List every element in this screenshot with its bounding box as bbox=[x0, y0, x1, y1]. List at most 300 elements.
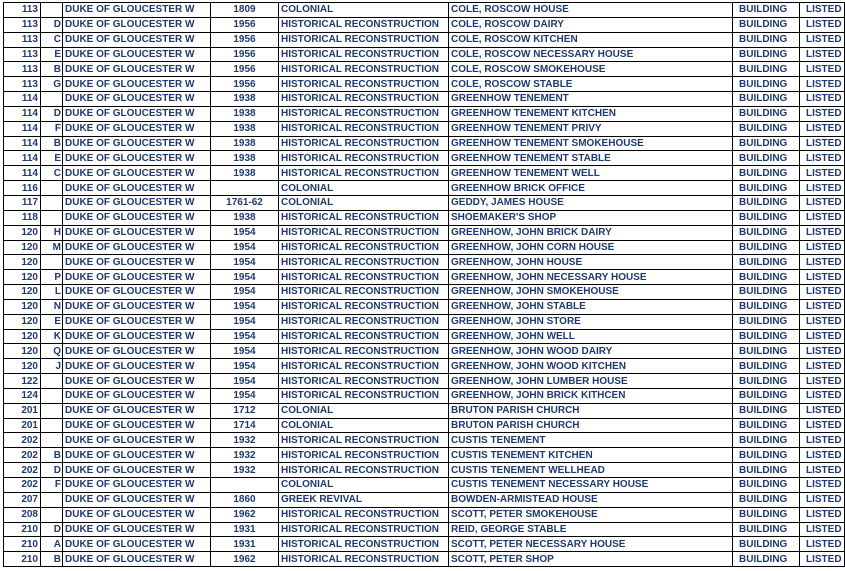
street-name-cell: DUKE OF GLOUCESTER W bbox=[63, 403, 211, 418]
street-number-cell: 120 bbox=[4, 329, 41, 344]
architectural-style-cell: COLONIAL bbox=[279, 403, 449, 418]
architectural-style-cell: HISTORICAL RECONSTRUCTION bbox=[279, 359, 449, 374]
resource-name-cell: BRUTON PARISH CHURCH bbox=[449, 418, 733, 433]
unit-suffix-cell: F bbox=[41, 478, 63, 493]
listing-status-cell: LISTED bbox=[800, 166, 845, 181]
year-built-cell: 1954 bbox=[211, 240, 279, 255]
street-number-cell: 120 bbox=[4, 285, 41, 300]
street-number-cell: 202 bbox=[4, 478, 41, 493]
street-name-cell: DUKE OF GLOUCESTER W bbox=[63, 507, 211, 522]
street-name-cell: DUKE OF GLOUCESTER W bbox=[63, 166, 211, 181]
street-name-cell: DUKE OF GLOUCESTER W bbox=[63, 3, 211, 18]
architectural-style-cell: HISTORICAL RECONSTRUCTION bbox=[279, 121, 449, 136]
listing-status-cell: LISTED bbox=[800, 314, 845, 329]
resource-type-cell: BUILDING bbox=[733, 136, 800, 151]
year-built-cell: 1954 bbox=[211, 374, 279, 389]
architectural-style-cell: HISTORICAL RECONSTRUCTION bbox=[279, 255, 449, 270]
listing-status-cell: LISTED bbox=[800, 522, 845, 537]
street-number-cell: 113 bbox=[4, 77, 41, 92]
table-row bbox=[4, 299, 845, 314]
street-number-cell: 113 bbox=[4, 47, 41, 62]
resource-name-cell: SCOTT, PETER NECESSARY HOUSE bbox=[449, 537, 733, 552]
table-row bbox=[4, 195, 845, 210]
table-row bbox=[4, 285, 845, 300]
architectural-style-cell: GREEK REVIVAL bbox=[279, 492, 449, 507]
street-name-cell: DUKE OF GLOUCESTER W bbox=[63, 552, 211, 567]
resource-name-cell: GREENHOW, JOHN SMOKEHOUSE bbox=[449, 285, 733, 300]
architectural-style-cell: HISTORICAL RECONSTRUCTION bbox=[279, 92, 449, 107]
year-built-cell: 1712 bbox=[211, 403, 279, 418]
year-built-cell: 1954 bbox=[211, 314, 279, 329]
unit-suffix-cell: B bbox=[41, 448, 63, 463]
table-row bbox=[4, 255, 845, 270]
year-built-cell: 1954 bbox=[211, 359, 279, 374]
architectural-style-cell: HISTORICAL RECONSTRUCTION bbox=[279, 433, 449, 448]
unit-suffix-cell: H bbox=[41, 225, 63, 240]
resource-name-cell: GREENHOW, JOHN STORE bbox=[449, 314, 733, 329]
listing-status-cell: LISTED bbox=[800, 433, 845, 448]
year-built-cell: 1938 bbox=[211, 136, 279, 151]
resource-type-cell: BUILDING bbox=[733, 106, 800, 121]
street-number-cell: 114 bbox=[4, 92, 41, 107]
street-name-cell: DUKE OF GLOUCESTER W bbox=[63, 522, 211, 537]
listing-status-cell: LISTED bbox=[800, 181, 845, 196]
street-number-cell: 120 bbox=[4, 270, 41, 285]
year-built-cell: 1714 bbox=[211, 418, 279, 433]
unit-suffix-cell bbox=[41, 3, 63, 18]
street-name-cell: DUKE OF GLOUCESTER W bbox=[63, 121, 211, 136]
resource-name-cell: GREENHOW TENEMENT STABLE bbox=[449, 151, 733, 166]
street-name-cell: DUKE OF GLOUCESTER W bbox=[63, 329, 211, 344]
resource-name-cell: GREENHOW, JOHN NECESSARY HOUSE bbox=[449, 270, 733, 285]
street-name-cell: DUKE OF GLOUCESTER W bbox=[63, 77, 211, 92]
architectural-style-cell: HISTORICAL RECONSTRUCTION bbox=[279, 240, 449, 255]
unit-suffix-cell bbox=[41, 492, 63, 507]
street-number-cell: 202 bbox=[4, 463, 41, 478]
resource-name-cell: COLE, ROSCOW NECESSARY HOUSE bbox=[449, 47, 733, 62]
unit-suffix-cell: E bbox=[41, 314, 63, 329]
street-name-cell: DUKE OF GLOUCESTER W bbox=[63, 195, 211, 210]
street-number-cell: 122 bbox=[4, 374, 41, 389]
resource-name-cell: COLE, ROSCOW HOUSE bbox=[449, 3, 733, 18]
table-row bbox=[4, 3, 845, 18]
table-row bbox=[4, 151, 845, 166]
listing-status-cell: LISTED bbox=[800, 388, 845, 403]
resource-name-cell: GREENHOW TENEMENT WELL bbox=[449, 166, 733, 181]
table-row bbox=[4, 448, 845, 463]
unit-suffix-cell: Q bbox=[41, 344, 63, 359]
unit-suffix-cell: B bbox=[41, 552, 63, 567]
unit-suffix-cell bbox=[41, 181, 63, 196]
architectural-style-cell: HISTORICAL RECONSTRUCTION bbox=[279, 225, 449, 240]
table-row bbox=[4, 463, 845, 478]
listing-status-cell: LISTED bbox=[800, 448, 845, 463]
resource-name-cell: GREENHOW BRICK OFFICE bbox=[449, 181, 733, 196]
year-built-cell: 1860 bbox=[211, 492, 279, 507]
street-number-cell: 114 bbox=[4, 106, 41, 121]
year-built-cell: 1932 bbox=[211, 433, 279, 448]
architectural-style-cell: COLONIAL bbox=[279, 195, 449, 210]
street-name-cell: DUKE OF GLOUCESTER W bbox=[63, 32, 211, 47]
resource-name-cell: BRUTON PARISH CHURCH bbox=[449, 403, 733, 418]
street-number-cell: 114 bbox=[4, 151, 41, 166]
resource-name-cell: GREENHOW, JOHN LUMBER HOUSE bbox=[449, 374, 733, 389]
street-number-cell: 208 bbox=[4, 507, 41, 522]
resource-name-cell: GREENHOW, JOHN HOUSE bbox=[449, 255, 733, 270]
resource-type-cell: BUILDING bbox=[733, 166, 800, 181]
resource-name-cell: COLE, ROSCOW STABLE bbox=[449, 77, 733, 92]
street-number-cell: 113 bbox=[4, 17, 41, 32]
table-row bbox=[4, 240, 845, 255]
architectural-style-cell: HISTORICAL RECONSTRUCTION bbox=[279, 136, 449, 151]
unit-suffix-cell: D bbox=[41, 522, 63, 537]
street-name-cell: DUKE OF GLOUCESTER W bbox=[63, 359, 211, 374]
resource-type-cell: BUILDING bbox=[733, 552, 800, 567]
listing-status-cell: LISTED bbox=[800, 359, 845, 374]
resource-type-cell: BUILDING bbox=[733, 463, 800, 478]
year-built-cell: 1938 bbox=[211, 166, 279, 181]
street-name-cell: DUKE OF GLOUCESTER W bbox=[63, 240, 211, 255]
architectural-style-cell: HISTORICAL RECONSTRUCTION bbox=[279, 166, 449, 181]
street-number-cell: 120 bbox=[4, 299, 41, 314]
unit-suffix-cell: J bbox=[41, 359, 63, 374]
street-number-cell: 113 bbox=[4, 32, 41, 47]
resource-type-cell: BUILDING bbox=[733, 62, 800, 77]
resource-type-cell: BUILDING bbox=[733, 314, 800, 329]
resource-name-cell: GREENHOW TENEMENT bbox=[449, 92, 733, 107]
resource-name-cell: SHOEMAKER'S SHOP bbox=[449, 210, 733, 225]
street-number-cell: 120 bbox=[4, 240, 41, 255]
year-built-cell: 1938 bbox=[211, 106, 279, 121]
listing-status-cell: LISTED bbox=[800, 507, 845, 522]
table-row bbox=[4, 478, 845, 493]
listing-status-cell: LISTED bbox=[800, 255, 845, 270]
resource-name-cell: COLE, ROSCOW SMOKEHOUSE bbox=[449, 62, 733, 77]
street-number-cell: 120 bbox=[4, 225, 41, 240]
street-number-cell: 116 bbox=[4, 181, 41, 196]
year-built-cell: 1761-62 bbox=[211, 195, 279, 210]
table-row bbox=[4, 121, 845, 136]
table-row bbox=[4, 359, 845, 374]
architectural-style-cell: HISTORICAL RECONSTRUCTION bbox=[279, 285, 449, 300]
unit-suffix-cell: K bbox=[41, 329, 63, 344]
resource-type-cell: BUILDING bbox=[733, 374, 800, 389]
listing-status-cell: LISTED bbox=[800, 344, 845, 359]
table-row bbox=[4, 492, 845, 507]
listing-status-cell: LISTED bbox=[800, 418, 845, 433]
unit-suffix-cell: D bbox=[41, 17, 63, 32]
resource-name-cell: GREENHOW, JOHN BRICK DAIRY bbox=[449, 225, 733, 240]
unit-suffix-cell bbox=[41, 374, 63, 389]
street-name-cell: DUKE OF GLOUCESTER W bbox=[63, 478, 211, 493]
architectural-style-cell: HISTORICAL RECONSTRUCTION bbox=[279, 329, 449, 344]
street-name-cell: DUKE OF GLOUCESTER W bbox=[63, 225, 211, 240]
year-built-cell: 1962 bbox=[211, 552, 279, 567]
unit-suffix-cell bbox=[41, 388, 63, 403]
street-name-cell: DUKE OF GLOUCESTER W bbox=[63, 181, 211, 196]
unit-suffix-cell bbox=[41, 210, 63, 225]
unit-suffix-cell: G bbox=[41, 77, 63, 92]
architectural-style-cell: HISTORICAL RECONSTRUCTION bbox=[279, 151, 449, 166]
street-number-cell: 201 bbox=[4, 403, 41, 418]
resource-name-cell: SCOTT, PETER SMOKEHOUSE bbox=[449, 507, 733, 522]
listing-status-cell: LISTED bbox=[800, 47, 845, 62]
architectural-style-cell: HISTORICAL RECONSTRUCTION bbox=[279, 210, 449, 225]
street-name-cell: DUKE OF GLOUCESTER W bbox=[63, 299, 211, 314]
table-row bbox=[4, 507, 845, 522]
unit-suffix-cell: B bbox=[41, 136, 63, 151]
architectural-style-cell: HISTORICAL RECONSTRUCTION bbox=[279, 62, 449, 77]
resource-type-cell: BUILDING bbox=[733, 92, 800, 107]
architectural-style-cell: HISTORICAL RECONSTRUCTION bbox=[279, 32, 449, 47]
resource-type-cell: BUILDING bbox=[733, 121, 800, 136]
resource-name-cell: BOWDEN-ARMISTEAD HOUSE bbox=[449, 492, 733, 507]
resource-name-cell: REID, GEORGE STABLE bbox=[449, 522, 733, 537]
resource-name-cell: CUSTIS TENEMENT WELLHEAD bbox=[449, 463, 733, 478]
architectural-style-cell: HISTORICAL RECONSTRUCTION bbox=[279, 299, 449, 314]
resource-type-cell: BUILDING bbox=[733, 433, 800, 448]
year-built-cell: 1931 bbox=[211, 522, 279, 537]
year-built-cell: 1938 bbox=[211, 151, 279, 166]
street-number-cell: 120 bbox=[4, 359, 41, 374]
listing-status-cell: LISTED bbox=[800, 285, 845, 300]
listing-status-cell: LISTED bbox=[800, 121, 845, 136]
table-row bbox=[4, 225, 845, 240]
street-name-cell: DUKE OF GLOUCESTER W bbox=[63, 47, 211, 62]
street-name-cell: DUKE OF GLOUCESTER W bbox=[63, 463, 211, 478]
resource-type-cell: BUILDING bbox=[733, 240, 800, 255]
resource-type-cell: BUILDING bbox=[733, 225, 800, 240]
table-row bbox=[4, 77, 845, 92]
architectural-style-cell: HISTORICAL RECONSTRUCTION bbox=[279, 388, 449, 403]
table-row bbox=[4, 418, 845, 433]
resource-type-cell: BUILDING bbox=[733, 492, 800, 507]
listing-status-cell: LISTED bbox=[800, 136, 845, 151]
street-number-cell: 120 bbox=[4, 344, 41, 359]
year-built-cell: 1932 bbox=[211, 463, 279, 478]
year-built-cell: 1962 bbox=[211, 507, 279, 522]
street-number-cell: 118 bbox=[4, 210, 41, 225]
resource-name-cell: GREENHOW TENEMENT SMOKEHOUSE bbox=[449, 136, 733, 151]
resource-type-cell: BUILDING bbox=[733, 285, 800, 300]
architectural-style-cell: HISTORICAL RECONSTRUCTION bbox=[279, 270, 449, 285]
unit-suffix-cell: C bbox=[41, 166, 63, 181]
resource-type-cell: BUILDING bbox=[733, 3, 800, 18]
resource-name-cell: GEDDY, JAMES HOUSE bbox=[449, 195, 733, 210]
resource-name-cell: GREENHOW TENEMENT PRIVY bbox=[449, 121, 733, 136]
resource-type-cell: BUILDING bbox=[733, 255, 800, 270]
street-number-cell: 114 bbox=[4, 166, 41, 181]
year-built-cell: 1938 bbox=[211, 92, 279, 107]
year-built-cell: 1809 bbox=[211, 3, 279, 18]
resource-type-cell: BUILDING bbox=[733, 270, 800, 285]
table-row bbox=[4, 47, 845, 62]
resource-type-cell: BUILDING bbox=[733, 151, 800, 166]
table-row bbox=[4, 92, 845, 107]
table-row bbox=[4, 522, 845, 537]
unit-suffix-cell bbox=[41, 433, 63, 448]
listing-status-cell: LISTED bbox=[800, 32, 845, 47]
listing-status-cell: LISTED bbox=[800, 403, 845, 418]
table-row bbox=[4, 17, 845, 32]
listing-status-cell: LISTED bbox=[800, 537, 845, 552]
listing-status-cell: LISTED bbox=[800, 92, 845, 107]
resource-type-cell: BUILDING bbox=[733, 418, 800, 433]
architectural-style-cell: COLONIAL bbox=[279, 181, 449, 196]
architectural-style-cell: HISTORICAL RECONSTRUCTION bbox=[279, 314, 449, 329]
table-row bbox=[4, 314, 845, 329]
table-row bbox=[4, 329, 845, 344]
architectural-style-cell: HISTORICAL RECONSTRUCTION bbox=[279, 552, 449, 567]
table-row bbox=[4, 106, 845, 121]
street-number-cell: 114 bbox=[4, 136, 41, 151]
unit-suffix-cell: N bbox=[41, 299, 63, 314]
street-name-cell: DUKE OF GLOUCESTER W bbox=[63, 537, 211, 552]
table-row bbox=[4, 166, 845, 181]
street-name-cell: DUKE OF GLOUCESTER W bbox=[63, 255, 211, 270]
architectural-style-cell: HISTORICAL RECONSTRUCTION bbox=[279, 522, 449, 537]
street-name-cell: DUKE OF GLOUCESTER W bbox=[63, 136, 211, 151]
resource-name-cell: SCOTT, PETER SHOP bbox=[449, 552, 733, 567]
listing-status-cell: LISTED bbox=[800, 225, 845, 240]
year-built-cell: 1956 bbox=[211, 32, 279, 47]
street-name-cell: DUKE OF GLOUCESTER W bbox=[63, 17, 211, 32]
street-number-cell: 113 bbox=[4, 3, 41, 18]
unit-suffix-cell bbox=[41, 195, 63, 210]
unit-suffix-cell: A bbox=[41, 537, 63, 552]
table-row bbox=[4, 270, 845, 285]
unit-suffix-cell: L bbox=[41, 285, 63, 300]
street-name-cell: DUKE OF GLOUCESTER W bbox=[63, 285, 211, 300]
unit-suffix-cell: E bbox=[41, 151, 63, 166]
street-name-cell: DUKE OF GLOUCESTER W bbox=[63, 62, 211, 77]
unit-suffix-cell bbox=[41, 255, 63, 270]
street-number-cell: 210 bbox=[4, 552, 41, 567]
unit-suffix-cell: F bbox=[41, 121, 63, 136]
architectural-style-cell: HISTORICAL RECONSTRUCTION bbox=[279, 106, 449, 121]
year-built-cell: 1954 bbox=[211, 270, 279, 285]
resource-name-cell: GREENHOW, JOHN WOOD KITCHEN bbox=[449, 359, 733, 374]
year-built-cell: 1956 bbox=[211, 62, 279, 77]
resource-type-cell: BUILDING bbox=[733, 181, 800, 196]
street-number-cell: 207 bbox=[4, 492, 41, 507]
table-row bbox=[4, 403, 845, 418]
street-name-cell: DUKE OF GLOUCESTER W bbox=[63, 270, 211, 285]
street-name-cell: DUKE OF GLOUCESTER W bbox=[63, 433, 211, 448]
year-built-cell: 1938 bbox=[211, 210, 279, 225]
table-row bbox=[4, 344, 845, 359]
resource-name-cell: GREENHOW, JOHN WOOD DAIRY bbox=[449, 344, 733, 359]
table-row bbox=[4, 388, 845, 403]
year-built-cell: 1954 bbox=[211, 225, 279, 240]
unit-suffix-cell: B bbox=[41, 62, 63, 77]
resource-type-cell: BUILDING bbox=[733, 299, 800, 314]
table-row bbox=[4, 374, 845, 389]
listing-status-cell: LISTED bbox=[800, 478, 845, 493]
listing-status-cell: LISTED bbox=[800, 210, 845, 225]
year-built-cell: 1954 bbox=[211, 388, 279, 403]
table-row bbox=[4, 537, 845, 552]
street-name-cell: DUKE OF GLOUCESTER W bbox=[63, 344, 211, 359]
listing-status-cell: LISTED bbox=[800, 3, 845, 18]
resource-name-cell: COLE, ROSCOW DAIRY bbox=[449, 17, 733, 32]
unit-suffix-cell bbox=[41, 403, 63, 418]
year-built-cell: 1954 bbox=[211, 344, 279, 359]
architectural-style-cell: HISTORICAL RECONSTRUCTION bbox=[279, 77, 449, 92]
listing-status-cell: LISTED bbox=[800, 299, 845, 314]
resource-type-cell: BUILDING bbox=[733, 507, 800, 522]
street-number-cell: 210 bbox=[4, 537, 41, 552]
table-row bbox=[4, 210, 845, 225]
resource-type-cell: BUILDING bbox=[733, 17, 800, 32]
listing-status-cell: LISTED bbox=[800, 62, 845, 77]
architectural-style-cell: HISTORICAL RECONSTRUCTION bbox=[279, 374, 449, 389]
unit-suffix-cell bbox=[41, 418, 63, 433]
street-name-cell: DUKE OF GLOUCESTER W bbox=[63, 92, 211, 107]
architectural-style-cell: COLONIAL bbox=[279, 478, 449, 493]
resource-name-cell: GREENHOW, JOHN WELL bbox=[449, 329, 733, 344]
unit-suffix-cell bbox=[41, 92, 63, 107]
architectural-style-cell: HISTORICAL RECONSTRUCTION bbox=[279, 47, 449, 62]
year-built-cell bbox=[211, 478, 279, 493]
year-built-cell: 1938 bbox=[211, 121, 279, 136]
architectural-style-cell: HISTORICAL RECONSTRUCTION bbox=[279, 507, 449, 522]
architectural-style-cell: HISTORICAL RECONSTRUCTION bbox=[279, 448, 449, 463]
resource-type-cell: BUILDING bbox=[733, 344, 800, 359]
resource-type-cell: BUILDING bbox=[733, 359, 800, 374]
listing-status-cell: LISTED bbox=[800, 463, 845, 478]
street-name-cell: DUKE OF GLOUCESTER W bbox=[63, 151, 211, 166]
resource-type-cell: BUILDING bbox=[733, 210, 800, 225]
resource-type-cell: BUILDING bbox=[733, 195, 800, 210]
resource-type-cell: BUILDING bbox=[733, 522, 800, 537]
resource-type-cell: BUILDING bbox=[733, 32, 800, 47]
street-name-cell: DUKE OF GLOUCESTER W bbox=[63, 492, 211, 507]
architectural-style-cell: HISTORICAL RECONSTRUCTION bbox=[279, 17, 449, 32]
resource-name-cell: COLE, ROSCOW KITCHEN bbox=[449, 32, 733, 47]
resource-type-cell: BUILDING bbox=[733, 329, 800, 344]
street-name-cell: DUKE OF GLOUCESTER W bbox=[63, 448, 211, 463]
listing-status-cell: LISTED bbox=[800, 195, 845, 210]
listing-status-cell: LISTED bbox=[800, 329, 845, 344]
resource-type-cell: BUILDING bbox=[733, 403, 800, 418]
listing-status-cell: LISTED bbox=[800, 374, 845, 389]
unit-suffix-cell: D bbox=[41, 463, 63, 478]
street-number-cell: 202 bbox=[4, 448, 41, 463]
listing-status-cell: LISTED bbox=[800, 77, 845, 92]
unit-suffix-cell: M bbox=[41, 240, 63, 255]
street-number-cell: 113 bbox=[4, 62, 41, 77]
unit-suffix-cell: P bbox=[41, 270, 63, 285]
year-built-cell: 1954 bbox=[211, 285, 279, 300]
architectural-style-cell: HISTORICAL RECONSTRUCTION bbox=[279, 344, 449, 359]
table-row bbox=[4, 181, 845, 196]
listing-status-cell: LISTED bbox=[800, 270, 845, 285]
listing-status-cell: LISTED bbox=[800, 492, 845, 507]
listing-status-cell: LISTED bbox=[800, 552, 845, 567]
year-built-cell: 1954 bbox=[211, 329, 279, 344]
year-built-cell: 1956 bbox=[211, 17, 279, 32]
street-number-cell: 124 bbox=[4, 388, 41, 403]
year-built-cell: 1954 bbox=[211, 255, 279, 270]
resource-type-cell: BUILDING bbox=[733, 448, 800, 463]
listing-status-cell: LISTED bbox=[800, 17, 845, 32]
unit-suffix-cell: C bbox=[41, 32, 63, 47]
table-row bbox=[4, 433, 845, 448]
street-name-cell: DUKE OF GLOUCESTER W bbox=[63, 106, 211, 121]
unit-suffix-cell bbox=[41, 507, 63, 522]
listing-table bbox=[3, 2, 845, 567]
